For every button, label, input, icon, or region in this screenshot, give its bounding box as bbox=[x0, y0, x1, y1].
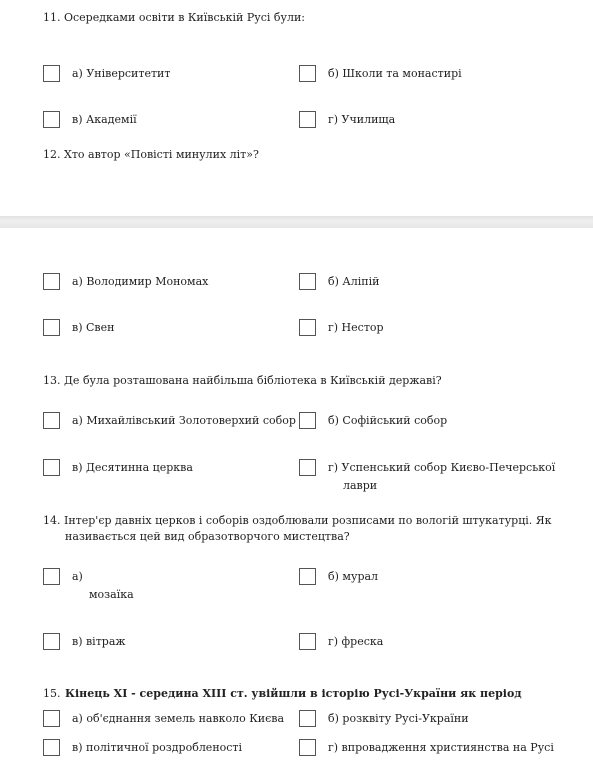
q14-option-b-label: б) мурал bbox=[328, 570, 379, 583]
q12-option-a-label: а) Володимир Мономах bbox=[72, 275, 209, 288]
q11-option-b-label: б) Школи та монастирі bbox=[328, 67, 462, 80]
q15-option-b-checkbox[interactable] bbox=[299, 710, 316, 727]
q15-option-d-checkbox[interactable] bbox=[299, 739, 316, 756]
q15-option-c-label: в) політичної роздробленості bbox=[72, 741, 243, 754]
q11-option-c-label: в) Академії bbox=[72, 113, 137, 126]
q14-option-d-checkbox[interactable] bbox=[299, 633, 316, 650]
q14-option-b-checkbox[interactable] bbox=[299, 568, 316, 585]
q13-option-d-label-line2: лаври bbox=[343, 479, 378, 492]
q15-option-d-label: г) впровадження християнства на Русі bbox=[328, 741, 554, 754]
question-11-text: 11. Осередками освіти в Київській Русі були: bbox=[43, 11, 306, 24]
q14-option-a-checkbox[interactable] bbox=[43, 568, 60, 585]
question-14-text-line1: 14. Інтер'єр давніх церков і соборів оздоблювали розписами по вологій штукатурці. Як bbox=[43, 514, 552, 527]
q15-option-b-label: б) розквіту Русі-України bbox=[328, 712, 469, 725]
q11-option-a-label: а) Університетит bbox=[72, 67, 171, 80]
q13-option-a-label: а) Михайлівський Золотоверхий собор bbox=[72, 414, 296, 427]
question-14-text-line2: називається цей вид образотворчого мистецтва? bbox=[65, 530, 350, 543]
q14-option-c-checkbox[interactable] bbox=[43, 633, 60, 650]
q13-option-b-checkbox[interactable] bbox=[299, 412, 316, 429]
q13-option-c-checkbox[interactable] bbox=[43, 459, 60, 476]
question-15-text: Кінець XI - середина XIII ст. увійшли в історію Русі-України як період bbox=[65, 687, 522, 700]
q11-option-d-checkbox[interactable] bbox=[299, 111, 316, 128]
q11-option-a-checkbox[interactable] bbox=[43, 65, 60, 82]
q12-option-b-label: б) Аліпій bbox=[328, 275, 380, 288]
q13-option-b-label: б) Софійський собор bbox=[328, 414, 448, 427]
q13-option-d-label-line1: г) Успенський собор Києво-Печерської bbox=[328, 461, 556, 474]
q14-option-d-label: г) фреска bbox=[328, 635, 384, 648]
question-13-text: 13. Де була розташована найбільша бібліотека в Київській державі? bbox=[43, 374, 442, 387]
q12-option-d-label: г) Нестор bbox=[328, 321, 384, 334]
q12-option-b-checkbox[interactable] bbox=[299, 273, 316, 290]
q11-option-b-checkbox[interactable] bbox=[299, 65, 316, 82]
question-12-text: 12. Хто автор «Повісті минулих літ»? bbox=[43, 148, 259, 161]
q12-option-d-checkbox[interactable] bbox=[299, 319, 316, 336]
q14-option-a-word: мозаїка bbox=[89, 588, 134, 601]
q13-option-d-checkbox[interactable] bbox=[299, 459, 316, 476]
q15-option-a-checkbox[interactable] bbox=[43, 710, 60, 727]
q11-option-c-checkbox[interactable] bbox=[43, 111, 60, 128]
question-15-number: 15. bbox=[43, 687, 61, 700]
q14-option-a-letter: а) bbox=[72, 570, 83, 583]
q13-option-a-checkbox[interactable] bbox=[43, 412, 60, 429]
q12-option-c-label: в) Свен bbox=[72, 321, 115, 334]
q12-option-a-checkbox[interactable] bbox=[43, 273, 60, 290]
page-separator bbox=[0, 216, 593, 228]
q15-option-c-checkbox[interactable] bbox=[43, 739, 60, 756]
q12-option-c-checkbox[interactable] bbox=[43, 319, 60, 336]
q11-option-d-label: г) Училища bbox=[328, 113, 396, 126]
q14-option-c-label: в) вітраж bbox=[72, 635, 126, 648]
q15-option-a-label: а) об'єднання земель навколо Києва bbox=[72, 712, 285, 725]
q13-option-c-label: в) Десятинна церква bbox=[72, 461, 193, 474]
